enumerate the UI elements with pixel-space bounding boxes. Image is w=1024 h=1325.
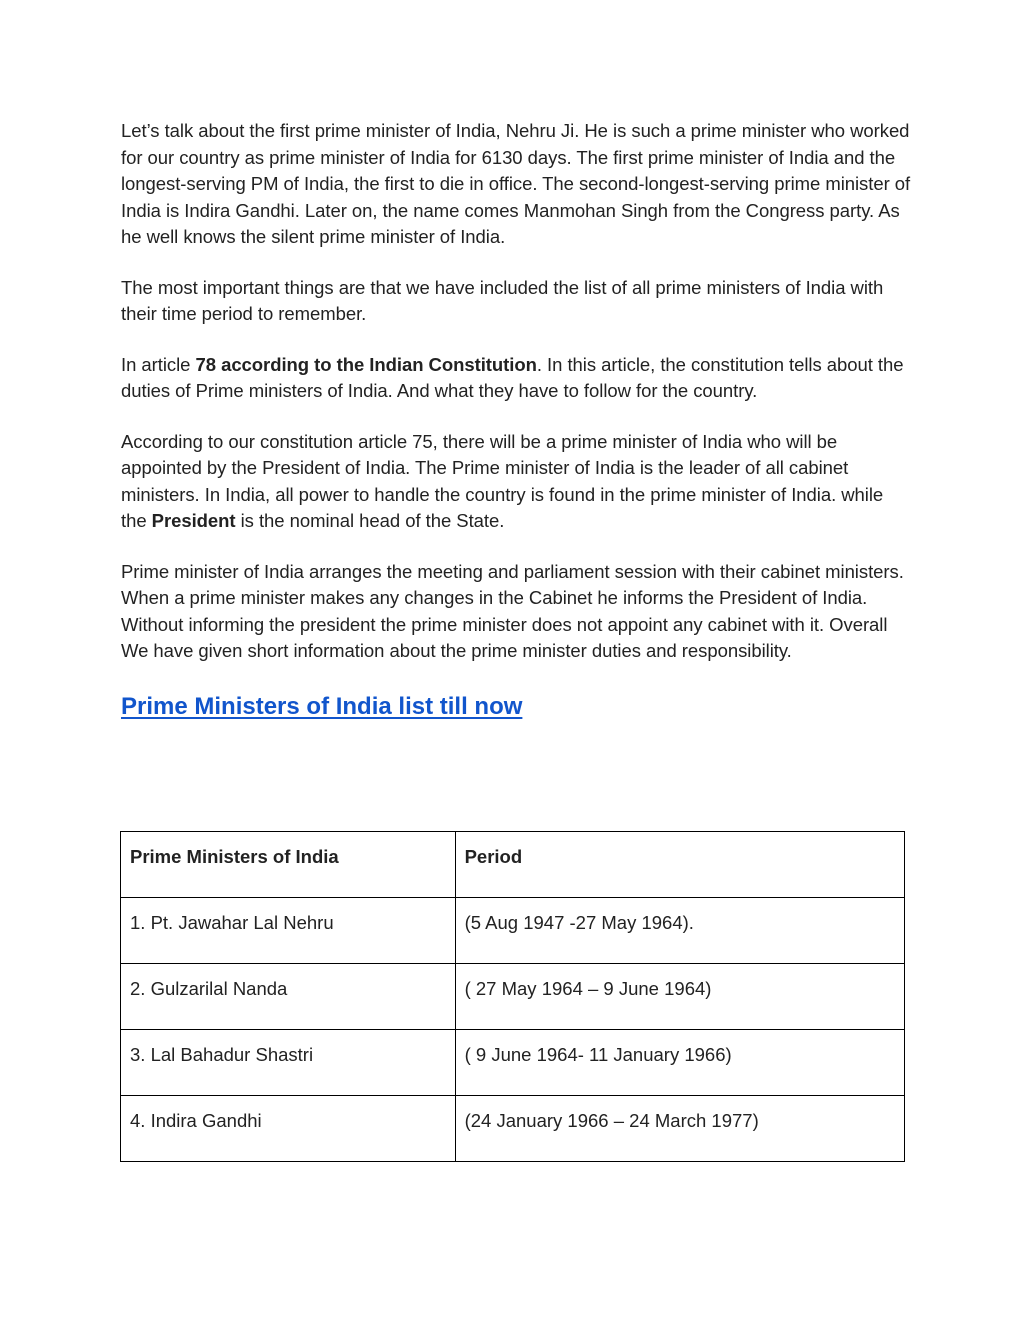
table-cell <box>455 1096 904 1162</box>
article-75-bold: President <box>151 510 236 531</box>
pm-period: ( 27 May 1964 – 9 June 1964) <box>464 978 712 999</box>
pm-name: 1. Pt. Jawahar Lal Nehru <box>130 912 334 933</box>
section-heading-link[interactable] <box>121 691 911 723</box>
paragraph-intro: Let’s talk about the first prime minister of India, Nehru Ji. He is such a prime minister who worked for our country as prime minister of India for 6130 days. The first prime minister of India and the longest-serving PM of India, the first to die in office. The second-longest-serving prime minister of India is Indira Gandhi. Later on, the name comes Manmohan Singh from the Congress party. As he well knows the silent prime minister of India. <box>121 120 911 247</box>
article-body <box>121 118 911 723</box>
paragraph-cabinet: Prime minister of India arranges the meeting and parliament session with their cabinet ministers. When a prime minister makes any changes in the Cabinet he informs the President of India. Without informing the president the prime minister does not appoint any cabinet with it. Overall We have given short information about the prime minister duties and responsibility. <box>121 560 904 661</box>
prime-ministers-table <box>120 831 905 1162</box>
paragraph-list-note: The most important things are that we have included the list of all prime ministers of India with their time period to remember. <box>121 276 884 324</box>
heading-link-text[interactable]: Prime Ministers of India list till now <box>121 692 523 720</box>
table-row <box>121 1030 905 1096</box>
table-row <box>121 898 905 964</box>
table-row <box>121 1096 905 1162</box>
article-75-text-after: is the nominal head of the State. <box>235 510 505 531</box>
article-75-text-before: According to our constitution article 75, there will be a prime minister of India who will be appointed by the President of India. The Prime minister of India is the leader of all cabinet ministers. In India, all power to handle the country is found in the prime minister of India. while the <box>121 430 884 531</box>
paragraph-article-78 <box>121 352 911 405</box>
table-cell <box>121 898 456 964</box>
article-78-text-before: In article <box>121 353 196 375</box>
table-cell <box>455 1030 904 1096</box>
pm-name: 2. Gulzarilal Nanda <box>130 978 288 999</box>
pm-period: (24 January 1966 – 24 March 1977) <box>464 1110 759 1131</box>
header-period: Period <box>464 846 523 867</box>
table-cell <box>455 964 904 1030</box>
table-header-row <box>121 832 905 898</box>
table-cell <box>121 964 456 1030</box>
pm-name: 3. Lal Bahadur Shastri <box>130 1044 314 1065</box>
header-name: Prime Ministers of India <box>130 846 339 867</box>
table-cell <box>455 898 904 964</box>
pm-name: 4. Indira Gandhi <box>130 1110 262 1131</box>
table-cell <box>121 1096 456 1162</box>
table-header-cell <box>455 832 904 898</box>
table-row <box>121 964 905 1030</box>
table-header-cell <box>121 832 456 898</box>
paragraph-article-75 <box>121 429 911 535</box>
article-78-text-after: . In this article, the constitution tells about the duties of Prime ministers of India. And what they have to follow for the country. <box>121 353 904 401</box>
article-78-bold: 78 according to the Indian Constitution <box>195 353 537 375</box>
pm-period: (5 Aug 1947 -27 May 1964). <box>464 912 694 933</box>
pm-period: ( 9 June 1964- 11 January 1966) <box>464 1044 732 1065</box>
table-cell <box>121 1030 456 1096</box>
